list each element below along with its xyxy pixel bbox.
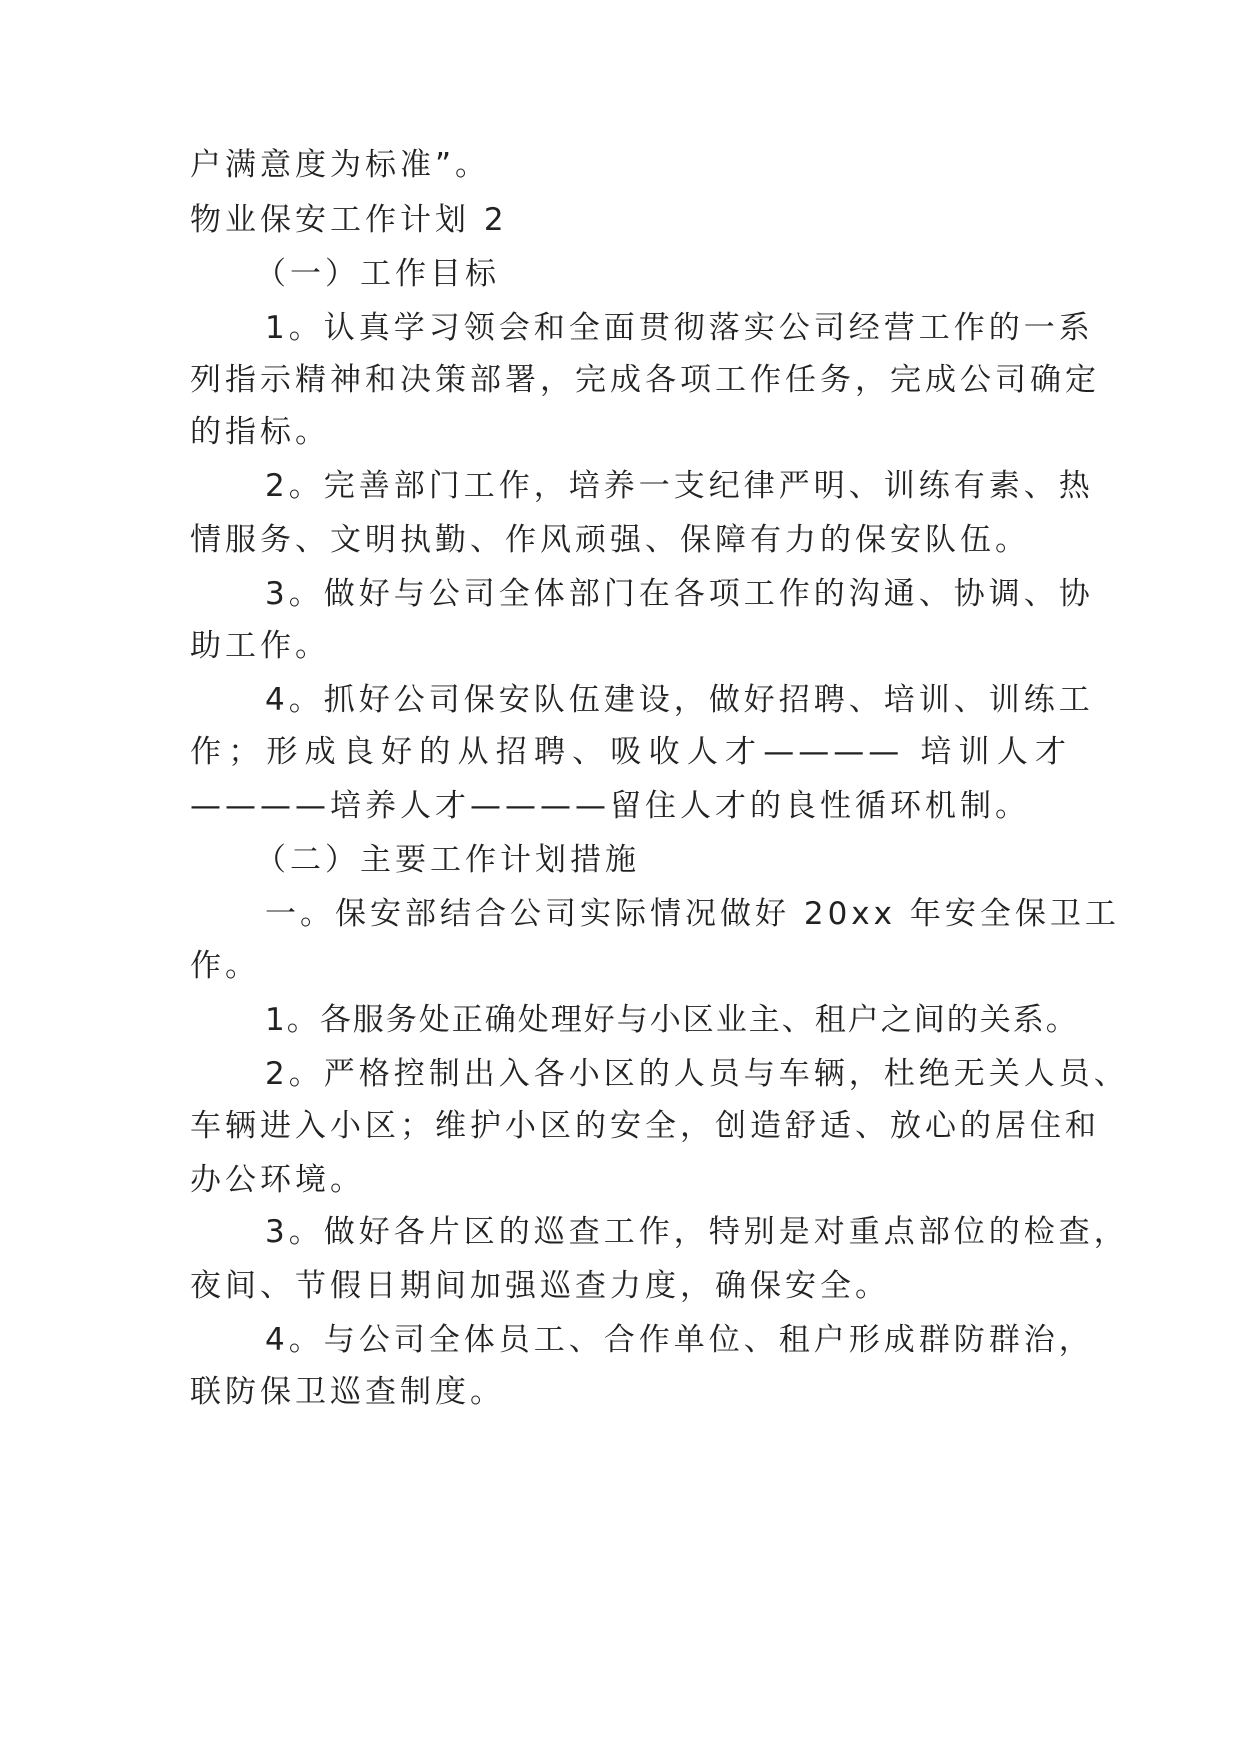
text-line: 作；形成良好的从招聘、吸收人才———— 培训人才	[190, 734, 1070, 770]
text-line: 办公环境。	[190, 1162, 365, 1198]
text-line: 车辆进入小区；维护小区的安全，创造舒适、放心的居住和	[190, 1108, 1100, 1144]
text-line: 的指标。	[190, 414, 330, 450]
text-line: 列指示精神和决策部署，完成各项工作任务，完成公司确定	[190, 362, 1100, 398]
subsection-heading: （二）主要工作计划措施	[255, 842, 640, 878]
text-line: 3。做好各片区的巡查工作，特别是对重点部位的检查，	[265, 1214, 1129, 1250]
text-line: 助工作。	[190, 628, 330, 664]
text-line: 一。保安部结合公司实际情况做好 20xx 年安全保卫工	[265, 896, 1120, 932]
text-line: 1。各服务处正确处理好与小区业主、租户之间的关系。	[265, 1002, 1079, 1038]
text-line: 夜间、节假日期间加强巡查力度，确保安全。	[190, 1268, 890, 1304]
text-line: 3。做好与公司全体部门在各项工作的沟通、协调、协	[265, 576, 1094, 612]
subsection-heading: （一）工作目标	[255, 256, 500, 292]
text-line: 2。严格控制出入各小区的人员与车辆，杜绝无关人员、	[265, 1056, 1129, 1092]
text-line: 联防保卫巡查制度。	[190, 1374, 505, 1410]
text-line: 1。认真学习领会和全面贯彻落实公司经营工作的一系	[265, 310, 1094, 346]
text-line: 户满意度为标准”。	[190, 147, 491, 183]
text-line: 4。与公司全体员工、合作单位、租户形成群防群治，	[265, 1322, 1094, 1358]
section-title: 物业保安工作计划 2	[190, 202, 508, 238]
text-line: 4。抓好公司保安队伍建设，做好招聘、培训、训练工	[265, 682, 1094, 718]
text-line: 2。完善部门工作，培养一支纪律严明、训练有素、热	[265, 468, 1094, 504]
text-line: 情服务、文明执勤、作风顽强、保障有力的保安队伍。	[190, 522, 1030, 558]
text-line: 作。	[190, 948, 260, 984]
text-line: ————培养人才————留住人才的良性循环机制。	[190, 788, 1030, 824]
